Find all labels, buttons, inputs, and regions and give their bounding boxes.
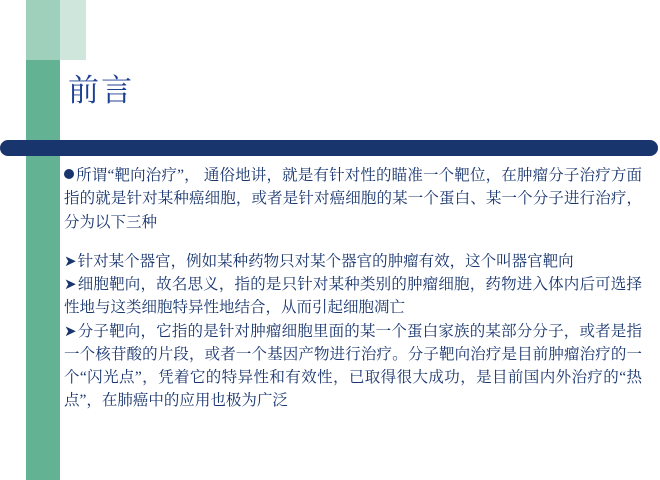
bullet-dot-icon [64,169,74,179]
body-paragraph [64,320,642,413]
spacer [64,234,642,250]
bullet-arrow-icon: ➤ [64,251,77,270]
body-paragraph-text: 分子靶向，它指的是针对肿瘤细胞里面的某一个蛋白家族的某部分分子，或者是指一个核苷酸的片段，或者一个基因产物进行治疗。分子靶向治疗是目前肿瘤治疗的一个“闪光点”，凭着它的特异性和有效性，已取得很大成功，是目前国内外治疗的“热点”，在肺癌中的应用也极为广泛 [64,322,642,410]
body-paragraph-text: 细胞靶向，故名思义，指的是只针对某种类别的肿瘤细胞，药物进入体内后可选择性地与这类细胞特异性地结合，从而引起细胞凋亡 [64,276,642,317]
body-paragraph-text: 针对某个器官，例如某种药物只对某个器官的肿瘤有效，这个叫器官靶向 [77,252,574,270]
body-paragraph-text: 所谓“靶向治疗”， 通俗地讲，就是有针对性的瞄准一个靶位，在肿瘤分子治疗方面指的就是针对某种癌细胞，或者是针对癌细胞的某一个蛋白、某一个分子进行治疗，分为以下三种 [64,167,642,231]
bullet-arrow-icon: ➤ [64,275,77,293]
body-paragraph [64,250,642,273]
title-underline-bar [10,140,658,156]
bullet-arrow-icon: ➤ [64,321,77,340]
left-decorative-band [26,0,60,480]
slide-title: 前言 [68,73,134,108]
corner-decoration-mid [26,0,60,60]
slide-body [64,164,642,413]
body-paragraph [64,164,642,234]
body-paragraph [64,273,642,320]
